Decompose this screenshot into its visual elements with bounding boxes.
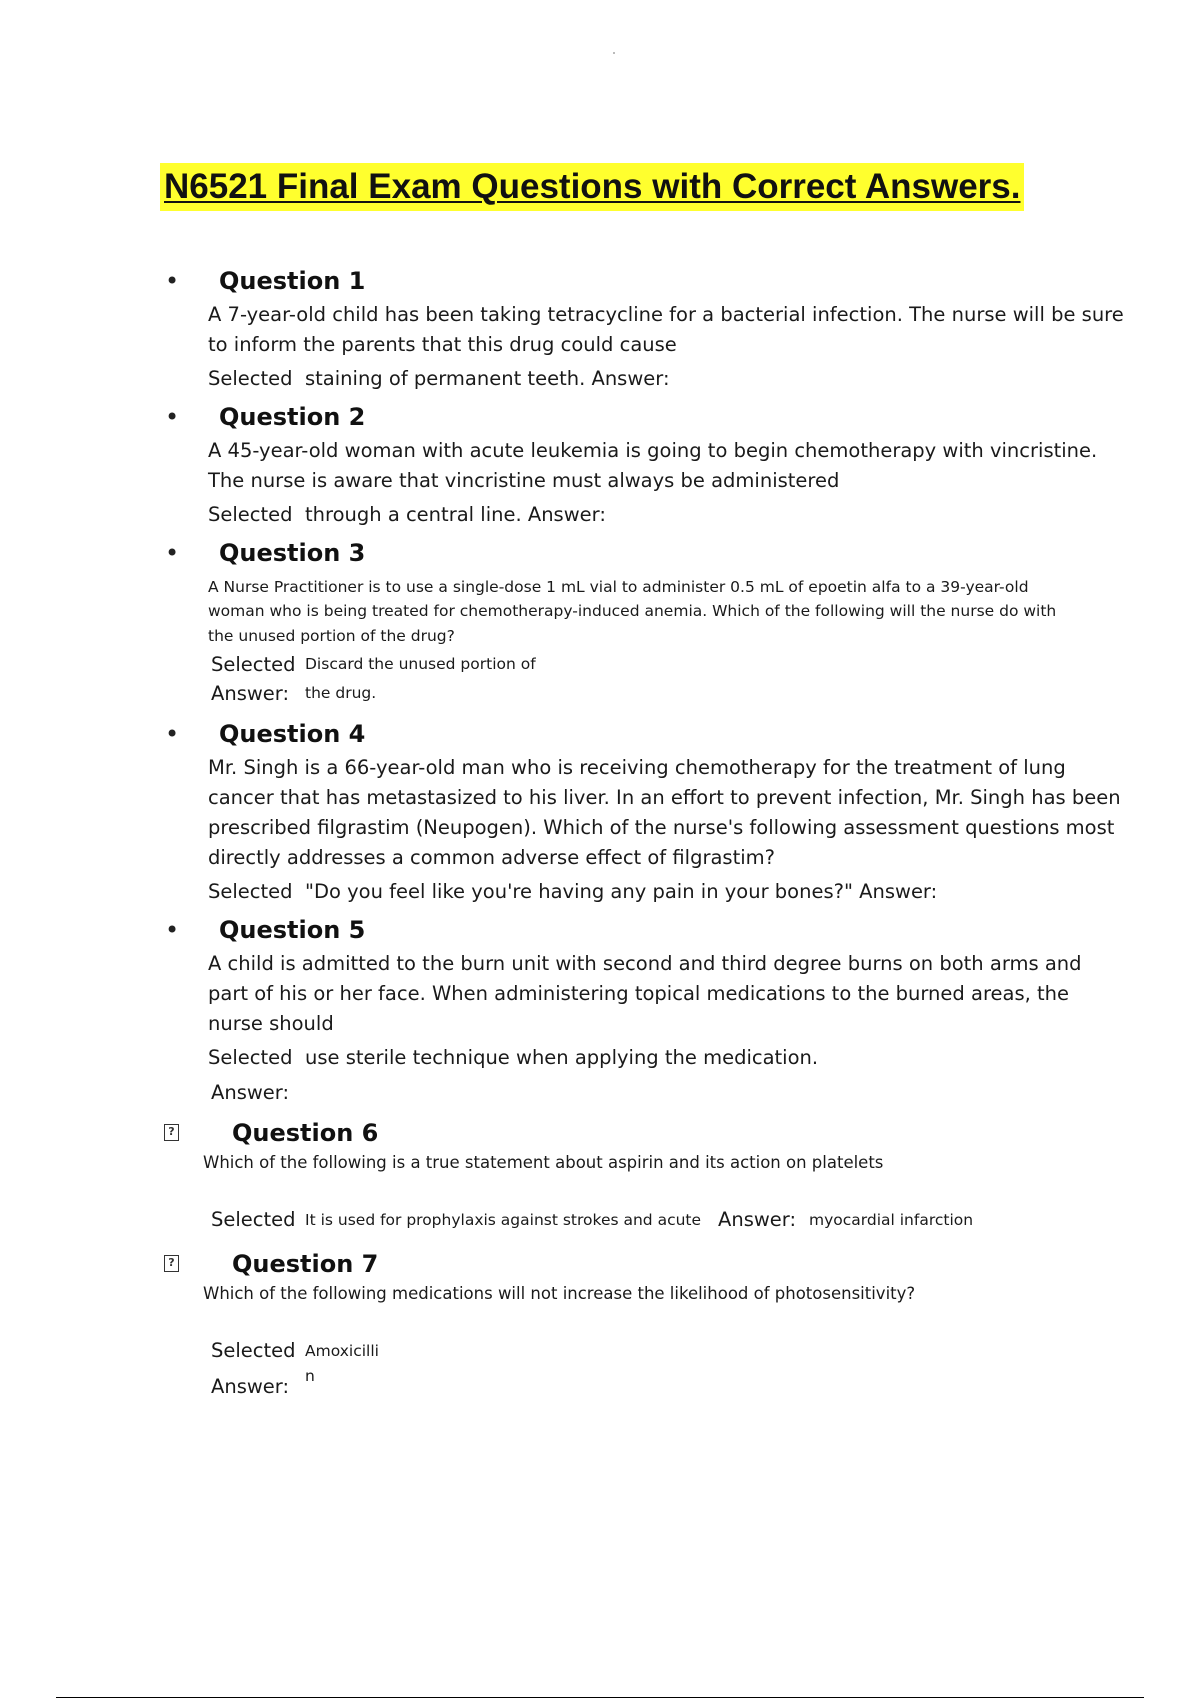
question-heading: Question 6 — [232, 1119, 379, 1147]
question-text-line: cancer that has metastasized to his liver. In an effort to prevent infection, Mr. Singh has been — [208, 786, 1121, 809]
question-text-line: Which of the following medications will not increase the likelihood of photosensitivity? — [203, 1284, 916, 1303]
missing-glyph-icon: ? — [164, 1255, 179, 1272]
question-text-line: the unused portion of the drug? — [208, 627, 455, 645]
answer-label: Answer: — [211, 1081, 290, 1104]
selected-answer: Amoxicilli — [305, 1342, 379, 1360]
question-text-line: A 45-year-old woman with acute leukemia is going to begin chemotherapy with vincristine. — [208, 439, 1098, 462]
selected-label: Selected — [208, 1046, 293, 1069]
answer-label: Answer: — [211, 682, 290, 705]
document-title: N6521 Final Exam Questions with Correct Answers. — [160, 163, 1024, 211]
page-bottom-rule — [56, 1697, 1144, 1698]
scan-speck — [613, 52, 615, 54]
selected-label: Selected — [208, 367, 293, 390]
question-text-line: nurse should — [208, 1012, 334, 1035]
question-text-line: A Nurse Practitioner is to use a single-dose 1 mL vial to administer 0.5 mL of epoetin alfa to a 39-year-old — [208, 578, 1029, 596]
selected-label: Selected — [211, 1208, 296, 1231]
selected-label: Selected — [208, 880, 293, 903]
selected-label: Selected — [211, 653, 296, 676]
selected-answer: Discard the unused portion of — [305, 655, 536, 673]
question-text-line: A 7-year-old child has been taking tetracycline for a bacterial infection. The nurse will be sure — [208, 303, 1124, 326]
correct-answer: n — [305, 1367, 315, 1385]
question-heading: Question 3 — [219, 539, 366, 567]
missing-glyph-icon: ? — [164, 1124, 179, 1141]
question-text-line: Mr. Singh is a 66-year-old man who is receiving chemotherapy for the treatment of lung — [208, 756, 1066, 779]
selected-label: Selected — [208, 503, 293, 526]
question-text-line: part of his or her face. When administering topical medications to the burned areas, the — [208, 982, 1070, 1005]
selected-label: Selected — [211, 1339, 296, 1362]
bullet-icon: • — [165, 267, 180, 295]
selected-answer: staining of permanent teeth. Answer: — [305, 367, 670, 390]
question-text-line: Which of the following is a true statement about aspirin and its action on platelets — [203, 1153, 884, 1172]
question-text-line: to inform the parents that this drug could cause — [208, 333, 677, 356]
answer-label: Answer: — [718, 1208, 797, 1231]
selected-answer: It is used for prophylaxis against strokes and acute — [305, 1211, 702, 1229]
correct-answer: the drug. — [305, 684, 377, 702]
question-heading: Question 7 — [232, 1250, 379, 1278]
question-heading: Question 4 — [219, 720, 366, 748]
question-heading: Question 2 — [219, 403, 366, 431]
question-text-line: The nurse is aware that vincristine must always be administered — [208, 469, 840, 492]
question-text-line: prescribed filgrastim (Neupogen). Which of the nurse's following assessment questions most — [208, 816, 1115, 839]
question-heading: Question 5 — [219, 916, 366, 944]
correct-answer: myocardial infarction — [809, 1211, 974, 1229]
answer-label: Answer: — [211, 1375, 290, 1398]
question-text-line: woman who is being treated for chemotherapy-induced anemia. Which of the following will the nurse do with — [208, 602, 1057, 620]
selected-answer: through a central line. Answer: — [305, 503, 606, 526]
question-text-line: A child is admitted to the burn unit with second and third degree burns on both arms and — [208, 952, 1082, 975]
bullet-icon: • — [165, 916, 180, 944]
selected-answer: "Do you feel like you're having any pain in your bones?" Answer: — [305, 880, 938, 903]
selected-answer: use sterile technique when applying the medication. — [305, 1046, 819, 1069]
bullet-icon: • — [165, 539, 180, 567]
bullet-icon: • — [165, 403, 180, 431]
question-text-line: directly addresses a common adverse effect of filgrastim? — [208, 846, 775, 869]
question-heading: Question 1 — [219, 267, 366, 295]
bullet-icon: • — [165, 720, 180, 748]
